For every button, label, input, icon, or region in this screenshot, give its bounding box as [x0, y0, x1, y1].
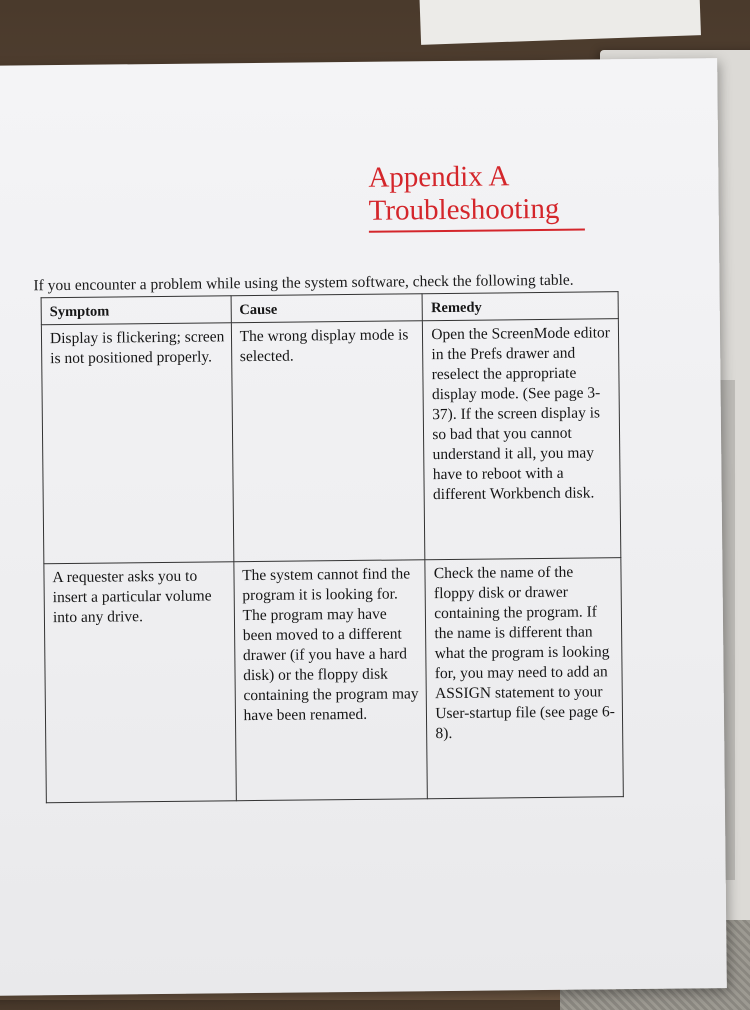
header-cause: Cause	[231, 294, 423, 323]
cause-cell: The wrong display mode is selected.	[231, 321, 425, 562]
manual-page	[0, 58, 727, 996]
heading-underline	[369, 229, 585, 233]
header-remedy: Remedy	[422, 292, 618, 321]
appendix-subtitle: Troubleshooting	[368, 192, 560, 227]
remedy-cell: Check the name of the floppy disk or drawer containing the program. If the name is different than what the program is looking for, you may need to add an ASSIGN statement to your User-startup file (see page 6-8).	[425, 558, 623, 799]
appendix-title: Appendix A	[368, 160, 510, 194]
cause-cell: The system cannot find the program it is looking for. The program may have been moved to a different drawer (if you have a hard disk) or the floppy disk containing the program may have been renamed.	[234, 560, 428, 801]
remedy-cell: Open the ScreenMode editor in the Prefs drawer and reselect the appropriate display mode. (See page 3-37). If the screen display is so bad that you cannot understand it all, you may have to reboot with a different Workbench disk.	[423, 319, 621, 560]
header-symptom: Symptom	[41, 296, 231, 325]
background-sheet	[419, 0, 701, 45]
table-row	[41, 319, 620, 564]
intro-text: If you encounter a problem while using the system software, check the following table.	[33, 271, 574, 295]
symptom-cell: Display is flickering; screen is not positioned properly.	[41, 323, 233, 564]
troubleshooting-table	[41, 291, 624, 803]
symptom-cell: A requester asks you to insert a particular volume into any drive.	[44, 562, 236, 803]
appendix-heading	[368, 160, 585, 233]
table-row	[44, 558, 623, 803]
